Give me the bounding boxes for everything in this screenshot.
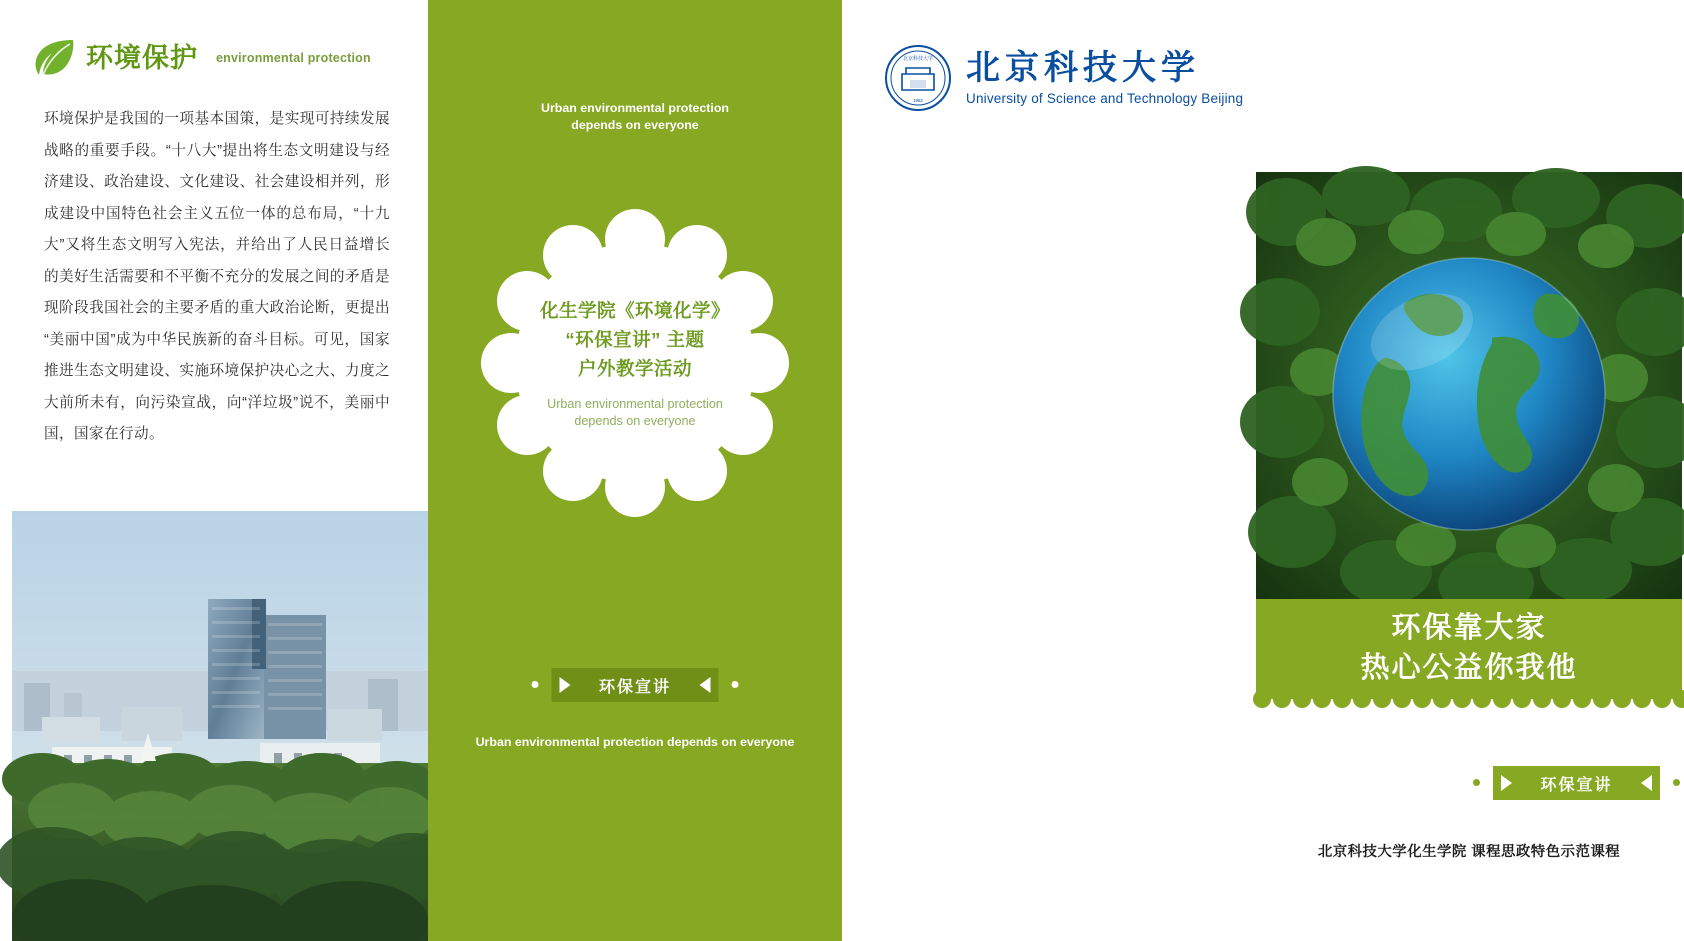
right-ribbon [1469,766,1684,800]
right-ribbon-dot-left-icon [1473,779,1480,786]
cloud-subtitle [547,396,723,430]
intro-paragraph: 环境保护是我国的一项基本国策，是实现可持续发展战略的重要手段。“十八大”提出将生态文明建设与经济建设、政治建设、文化建设、社会建设相并列，形成建设中国特色社会主义五位一体的总布局，“十九大”又将生态文明写入宪法，并给出了人民日益增长的美好生活需要和不平衡不充分的发展之间的矛盾是现阶段我国社会的主要矛盾的重大政治论断，更提出“美丽中国”成为中华民族新的奋斗目标。可见，国家推进生态文明建设、实施环境保护决心之大、力度之大前所未有，向污染宣战，向“洋垃圾”说不，美丽中国，国家在行动。 [44,111,390,443]
right-headline-line2: 热心公益你我他 [1360,652,1578,685]
ribbon-dot-left-icon [532,681,539,688]
right-ribbon-label: 环保宣讲 [1540,776,1613,794]
university-logo [842,0,1268,112]
right-ribbon-arrow-left-icon [1501,775,1512,791]
right-ribbon-arrow-right-icon [1641,775,1652,791]
center-ribbon-band [552,668,719,702]
earth-forest-photo [1256,172,1682,599]
right-ribbon-dot-right-icon [1673,779,1680,786]
right-headline [1256,608,1682,688]
center-bottom-tagline: Urban environmental protection depends on everyone [475,735,795,749]
ribbon-dot-right-icon [732,681,739,688]
cloud-title-line3: 户外教学活动 [577,358,692,380]
center-ribbon-label: 环保宣讲 [598,678,671,696]
university-name-en: University of Science and Technology Beijing [966,90,1244,106]
cloud-badge-text [475,203,795,523]
cloud-title [540,296,730,384]
university-name-cn: 北京科技大学 [966,50,1200,88]
cloud-title-line1: 化生学院《环境化学》 [539,299,730,321]
ribbon-arrow-left-icon [560,677,571,693]
svg-text:1952: 1952 [913,98,923,103]
leaf-icon [32,38,76,78]
university-seal-icon [884,44,952,112]
right-footer-text: 北京科技大学化生学院 课程思政特色示范课程 [1317,844,1621,860]
svg-text:北京科技大学: 北京科技大学 [902,57,934,62]
center-ribbon [528,668,743,702]
campus-photo [12,511,428,941]
cloud-subtitle-line1: Urban environmental protection [547,397,723,412]
left-panel [0,0,428,941]
cloud-badge [475,203,795,523]
scallop-divider [1256,699,1682,715]
cloud-subtitle-line2: depends on everyone [574,414,696,429]
center-panel [428,0,842,941]
logo-title-cn: 环境保护 [86,42,198,73]
ribbon-arrow-right-icon [700,677,711,693]
right-panel [842,0,1621,941]
environmental-protection-logo [0,0,428,78]
logo-title-en: environmental protection [216,51,371,65]
right-headline-line1: 环保靠大家 [1391,612,1547,644]
center-top-tagline-line2: depends on everyone [571,118,699,133]
university-name-block [966,50,1243,105]
cloud-title-line2: “环保宣讲” 主题 [565,328,705,350]
center-top-tagline-line1: Urban environmental protection [541,101,729,115]
center-top-tagline [485,100,785,134]
right-ribbon-band [1493,766,1660,800]
